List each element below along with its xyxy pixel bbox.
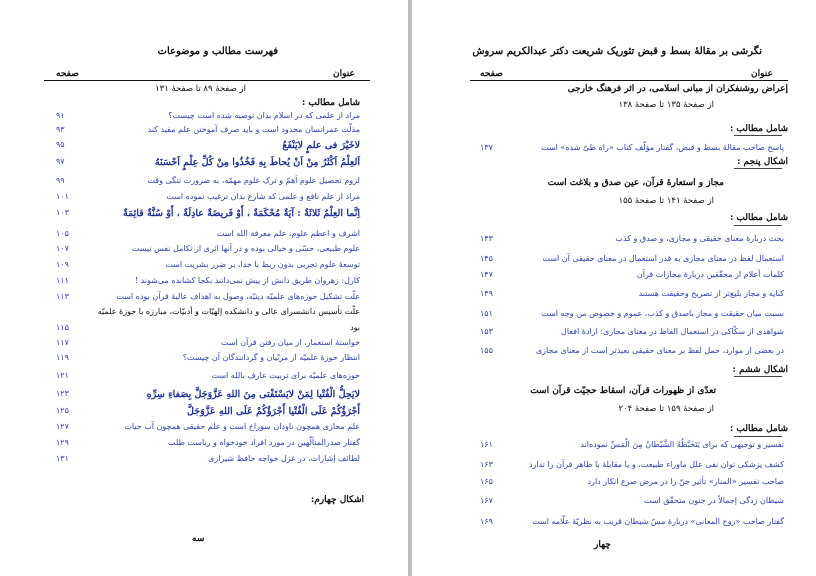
toc-page-number[interactable]: ۱۶۵ [480,477,493,486]
section-label: اشکال پنجم : [737,157,788,167]
toc-page-number[interactable]: ۹۱ [56,111,65,120]
toc-page-number[interactable]: ۱۰۵ [56,229,69,238]
column-header-title: عنوان [751,69,773,79]
section-underline [734,376,782,377]
toc-entry[interactable]: علّت تأسیس دانشسرای عالی و دانشکده اِلهیّات و أدبیّات، مبارزه با حوزهٔ علمیّه [97,307,360,316]
toc-page-number[interactable]: ۱۰۷ [56,244,69,253]
toc-entry[interactable]: در بعضی از موارد، حمل لفظ بر معنای حقیقی بعیدتر است از معنای مجازی [535,346,784,355]
toc-page-number[interactable]: ۱۲۵ [56,406,69,415]
section-underline [734,168,782,169]
toc-page-number[interactable]: ۱۰۳ [56,208,69,217]
toc-entry[interactable]: شواهدی از سکّاکی در استعمال الفاظ در معنای مجازی: ارادهٔ افعال [561,327,784,336]
toc-page-number[interactable]: ۱۴۳ [480,234,493,243]
toc-entry[interactable]: أَجْرَؤُکُمْ عَلَی الْفُتْیا أَجْرَؤُکُمْ عَلَی اللهِ عَزَّوَجَلَّ [187,406,360,417]
column-header-page: صفحه [56,69,79,79]
toc-page-number[interactable]: ۱۱۱ [56,276,69,285]
section-heading: إعراض روشنفکران از مبانی اسلامی، در اثر فرهنگ خارجی [567,84,788,94]
toc-entry[interactable]: بود [350,323,360,332]
toc-page-number[interactable]: ۱۶۷ [480,496,493,505]
toc-page-number[interactable]: ۹۳ [56,125,65,134]
toc-entry[interactable]: علّت تشکیل حوزه‌های علمیّه دینیّه، وصول به اهداف عالیهٔ قرآن بوده است [116,292,360,301]
toc-page-number[interactable]: ۹۷ [56,157,65,166]
toc-page-number[interactable]: ۱۲۹ [56,438,69,447]
page-range: از صفحهٔ ۱۴۱ تا صفحهٔ ۱۵۵ [618,196,714,206]
column-header-title: عنوان [333,69,355,79]
toc-entry[interactable]: پاسخ صاحب مقالهٔ بسط و قبض، گفتار مؤلّف کتاب «راه طیّ شده» است [541,143,784,152]
column-header-page: صفحه [480,69,503,79]
toc-entry[interactable]: استعمال لفظ در معنای مجازی به قدر استعمال در معنای حقیقی آن است [542,254,784,263]
toc-page-number[interactable]: ۱۱۳ [56,292,69,301]
toc-entry[interactable]: تفسیر و توجیهی که برای یَتَخَبَّطُهُ الشَّیْطانُ مِنَ الْمَسِّ نموده‌اند [580,440,784,449]
toc-page-number[interactable]: ۱۲۳ [56,389,69,398]
section-underline [734,436,782,437]
toc-page-number[interactable]: ۱۳۱ [56,454,69,463]
toc-entry[interactable]: اِنَّما العِلْمُ ثَلاثَةٌ : آیَةٌ مُحْکَمَةٌ ، أَوْ فَریضَةٌ عادِلَةٌ ، أَوْ سُنَّةٌ قائِمَةٌ [123,208,360,219]
section-heading: تعدّی از ظهورات قرآن، اسقاط حجیّت قرآن است [530,386,716,396]
toc-entry[interactable]: اشرف و اعظم علوم، علم معرفة الله است [216,229,360,238]
section-label: شامل مطالب : [729,424,788,434]
toc-page-number[interactable]: ۱۰۹ [56,260,69,269]
toc-entry[interactable]: صاحب تفسیر «المنار» تأثیر جنّ را در مرض صرع انکار دارد [587,477,784,486]
toc-page-number[interactable]: ۱۲۷ [56,422,69,431]
toc-page-number[interactable]: ۱۶۳ [480,460,493,469]
toc-entry[interactable]: حوزه‌های علمیّه برای تربیت عارف بالله است [211,371,360,380]
toc-entry[interactable]: گفتار صدرالمتألّهین در مورد افراد خودخواه و ریاست طلب [167,438,360,447]
section-label: شامل مطالب : [729,213,788,223]
page-range: از صفحهٔ ۸۹ تا صفحهٔ ۱۳۱ [155,84,246,94]
section-label: شامل مطالب : [729,124,788,134]
toc-page-number[interactable]: ۱۰۱ [56,192,69,201]
toc-entry[interactable]: کارل: زهروان طریق دانش از پیش نمی‌دانند بکجا کشانده می‌شوند ! [134,276,360,285]
toc-entry[interactable]: لایَحِلُّ الْفُتْیا لِمَنْ لایَسْتَفْتی مِنَ اللهِ عَزَّوَجَلَّ بِصَفاءِ سِرِّهِ [146,389,360,400]
page-title: فهرست مطالب و موضوعات [157,46,278,57]
section-underline [734,135,782,136]
toc-page-number[interactable]: ۱۶۹ [480,517,493,526]
toc-page-number[interactable]: ۱۱۵ [56,323,69,332]
toc-page-number[interactable]: ۱۴۹ [480,289,493,298]
page-number-footer: سه [192,534,205,544]
page-range: از صفحهٔ ۱۵۹ تا صفحهٔ ۲۰۴ [618,404,714,414]
toc-page-number[interactable]: ۱۲۱ [56,371,69,380]
toc-entry[interactable]: لطائف إشارات، در غزل خواجه حافظ شیرازی [208,454,360,463]
toc-entry[interactable]: توسعهٔ علوم تجربی بدون ربط با خدا، بر ضرر بشریت است [165,260,360,269]
toc-entry[interactable]: کشف پزشکی توان نفی علل ماوراء طبیعت، و یا مقابلهٔ با ظاهر قرآن را ندارد [528,460,784,469]
right-page [412,0,816,576]
toc-entry[interactable]: علم مجازی همچون ناودان سوراخ است و علم حقیقی همچون آب حیات [124,422,360,431]
section-label: شامل مطالب : [301,98,360,108]
header-rule [470,80,788,81]
toc-entry[interactable]: لاخَیْرَ فی علمٍ لایَنْفَعُ [282,140,360,151]
toc-entry[interactable]: لزوم تحصیل علوم اَهمّ و ترک علوم مهمّه، به ضرورت تنگی وقت [147,176,360,185]
section-heading: مجاز و استعارهٔ قرآن، عین صدق و بلاغت است [547,178,724,188]
toc-page-number[interactable]: ۹۵ [56,140,65,149]
toc-entry[interactable]: کلمات أعلام از محقّقین دربارهٔ مجازات قرآن [636,270,784,279]
toc-page-number[interactable]: ۱۱۷ [56,338,69,347]
toc-entry[interactable]: بحث دربارهٔ معنای حقیقی و مجازی، و صدق و کذب [615,234,784,243]
section-label: اشکال ششم : [732,365,788,375]
toc-entry[interactable]: انتظار حوزهٔ علمیّه از مربّیان و گردانندگان آن چیست؟ [182,353,360,362]
toc-entry[interactable]: نسبت میان حقیقت و مجاز باصدق و کذب، عموم و خصوص من وجه است [541,309,784,318]
toc-page-number[interactable]: ۱۶۱ [480,440,493,449]
toc-entry[interactable]: مذلّت عمرانسان محدود است و باید صرف آموختن علم مفید کند [147,125,360,134]
toc-page-number[interactable]: ۱۱۹ [56,353,69,362]
toc-page-number[interactable]: ۹۹ [56,176,65,185]
section-underline [734,225,782,226]
toc-page-number[interactable]: ۱۵۵ [480,346,493,355]
toc-entry[interactable]: شیطان زدگی إجمالاً در جنون متحقّق است [643,496,784,505]
page-number-footer: چهار [594,540,611,550]
page-title: نگرشی بر مقالهٔ بسط و قبض تئوریک شریعت دکتر عبدالکریم سروش [472,46,762,57]
toc-entry[interactable]: مراد از علم نافع و علمی که شارع بدان ترغیب نموده است [166,192,360,201]
toc-entry[interactable]: علوم طبیعی، حسّی و خیالی بوده و در آنها اثری از تکامل نفس نیست [131,244,360,253]
next-section-label: اشکال چهارم: [310,495,364,505]
toc-entry[interactable]: مراد از علمی که در اسلام بدان توصیه شده است چیست؟ [168,111,360,120]
page-range: از صفحهٔ ۱۳۵ تا صفحهٔ ۱۳۸ [618,100,714,110]
toc-entry[interactable]: گفتار صاحب «روح المعانی» دربارهٔ مسّ شیطان قریب به نظریّهٔ علّامه است [532,517,784,526]
toc-page-number[interactable]: ۱۵۳ [480,327,493,336]
toc-page-number[interactable]: ۱۳۷ [480,143,493,152]
header-rule [44,80,370,81]
toc-entry[interactable]: اَلعِلْمُ اَکْثَرُ مِنْ اَنْ یُحاطَ بِهِ فَخُذُوا مِنْ کُلِّ عِلْمٍ اَحْسَنَهُ [154,157,360,168]
toc-entry[interactable]: خواستهٔ استعمار، از میان رفتن قرآن است [220,338,360,347]
toc-page-number[interactable]: ۱۴۵ [480,254,493,263]
toc-page-number[interactable]: ۱۴۷ [480,270,493,279]
toc-page-number[interactable]: ۱۵۱ [480,309,493,318]
toc-entry[interactable]: کنایه و مجاز بلیغ‌تر از تصریح وحقیقت هستند [638,289,784,298]
